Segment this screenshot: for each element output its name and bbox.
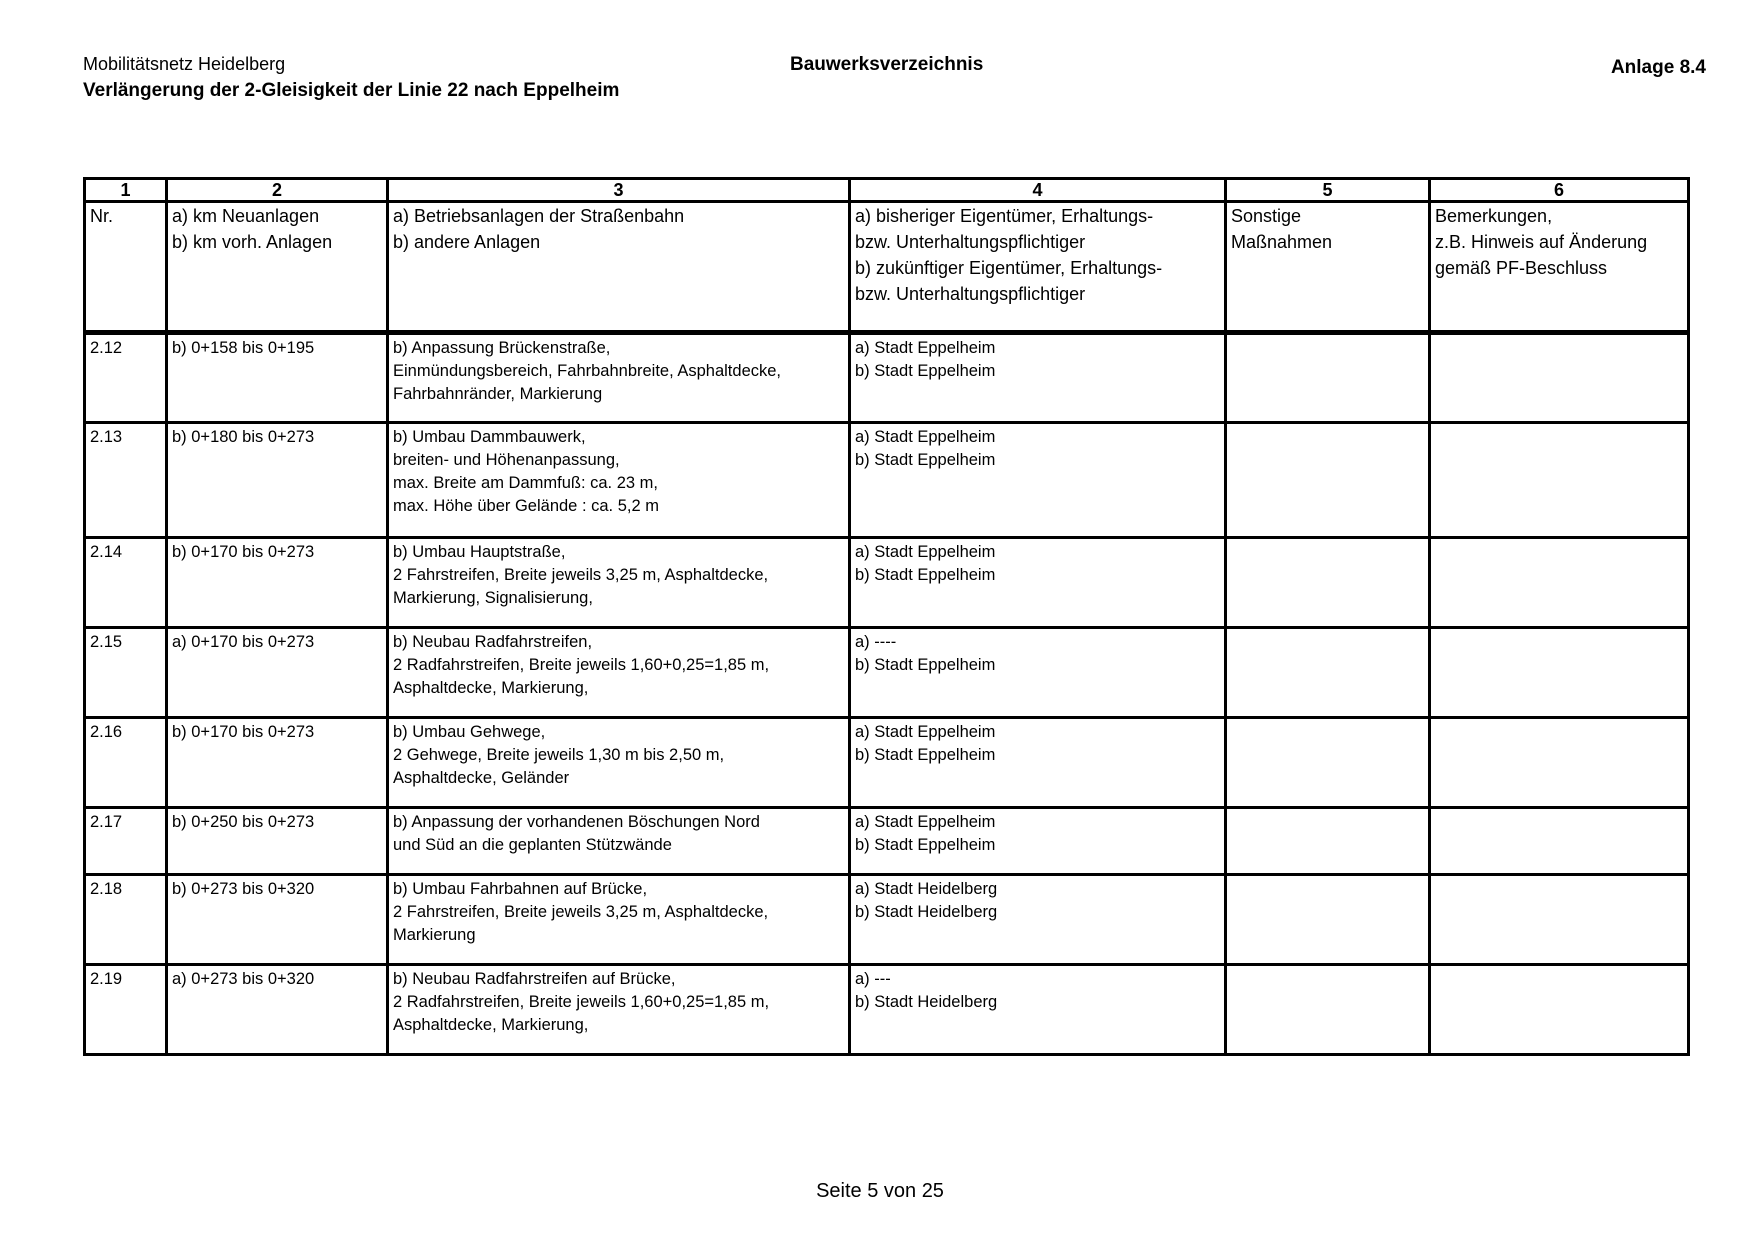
cell-anlagen-line: max. Breite am Dammfuß: ca. 23 m, (393, 474, 658, 492)
cell-eigentuemer-line: a) Stadt Eppelheim (855, 339, 996, 357)
project-title: Verlängerung der 2-Gleisigkeit der Linie 22 nach Eppelheim (83, 80, 620, 101)
cell-eigentuemer-line: a) ---- (855, 633, 897, 651)
cell-eigentuemer (850, 423, 1226, 538)
cell-nr (85, 538, 167, 628)
cell-anlagen-line: Asphaltdecke, Markierung, (393, 679, 589, 697)
column-number: 1 (85, 179, 167, 202)
column-number: 2 (167, 179, 388, 202)
table-row (85, 965, 1689, 1055)
cell-massnahmen (1226, 423, 1430, 538)
cell-anlagen (388, 718, 850, 808)
cell-anlagen-line: Asphaltdecke, Geländer (393, 769, 570, 787)
header-nr (85, 202, 167, 333)
cell-eigentuemer (850, 808, 1226, 875)
column-number-row (85, 179, 1689, 202)
cell-nr-text: 2.16 (90, 723, 123, 741)
document-title: Bauwerksverzeichnis (790, 54, 984, 75)
cell-anlagen-line: Fahrbahnränder, Markierung (393, 385, 603, 403)
column-number: 3 (388, 179, 850, 202)
cell-eigentuemer-line: b) Stadt Eppelheim (855, 836, 996, 854)
cell-nr (85, 718, 167, 808)
header-km (167, 202, 388, 333)
cell-km-text: b) 0+170 bis 0+273 (172, 543, 315, 561)
cell-km (167, 808, 388, 875)
header-line: Maßnahmen (1231, 232, 1333, 252)
cell-km (167, 718, 388, 808)
cell-eigentuemer-line: a) Stadt Eppelheim (855, 543, 996, 561)
cell-massnahmen (1226, 628, 1430, 718)
cell-anlagen (388, 808, 850, 875)
cell-bemerkungen (1430, 875, 1689, 965)
cell-anlagen-line: Markierung, Signalisierung, (393, 589, 593, 607)
cell-eigentuemer-line: a) Stadt Eppelheim (855, 723, 996, 741)
header-line: b) zukünftiger Eigentümer, Erhaltungs- (855, 258, 1163, 278)
cell-km (167, 965, 388, 1055)
cell-anlagen-line: b) Umbau Dammbauwerk, (393, 428, 586, 446)
header-line: z.B. Hinweis auf Änderung (1435, 232, 1648, 252)
cell-bemerkungen (1430, 718, 1689, 808)
cell-km-text: b) 0+170 bis 0+273 (172, 723, 315, 741)
cell-km-text: b) 0+180 bis 0+273 (172, 428, 315, 446)
cell-km (167, 423, 388, 538)
cell-anlagen-line: Markierung (393, 926, 476, 944)
header-line: a) bisheriger Eigentümer, Erhaltungs- (855, 206, 1154, 226)
cell-nr-text: 2.12 (90, 339, 123, 357)
attachment-label: Anlage 8.4 (1610, 57, 1706, 78)
cell-eigentuemer-line: b) Stadt Heidelberg (855, 993, 998, 1011)
cell-eigentuemer-line: b) Stadt Eppelheim (855, 566, 996, 584)
cell-km (167, 628, 388, 718)
cell-eigentuemer-line: b) Stadt Eppelheim (855, 656, 996, 674)
cell-anlagen-line: b) Umbau Hauptstraße, (393, 543, 566, 561)
cell-eigentuemer-line: a) --- (855, 970, 891, 988)
column-header-row (85, 202, 1689, 333)
cell-massnahmen (1226, 538, 1430, 628)
cell-eigentuemer-line: a) Stadt Eppelheim (855, 428, 996, 446)
header-line: Nr. (90, 206, 114, 226)
cell-anlagen (388, 538, 850, 628)
cell-massnahmen (1226, 718, 1430, 808)
cell-bemerkungen (1430, 628, 1689, 718)
cell-km-text: b) 0+250 bis 0+273 (172, 813, 315, 831)
table-row (85, 628, 1689, 718)
cell-anlagen-line: b) Anpassung Brückenstraße, (393, 339, 611, 357)
cell-eigentuemer (850, 628, 1226, 718)
cell-anlagen-line: breiten- und Höhenanpassung, (393, 451, 620, 469)
cell-eigentuemer-line: b) Stadt Eppelheim (855, 362, 996, 380)
cell-anlagen-line: b) Anpassung der vorhandenen Böschungen Nord (393, 813, 760, 831)
cell-eigentuemer-line: a) Stadt Eppelheim (855, 813, 996, 831)
cell-nr (85, 628, 167, 718)
header-bemerkungen (1430, 202, 1689, 333)
cell-eigentuemer (850, 965, 1226, 1055)
cell-anlagen-line: Asphaltdecke, Markierung, (393, 1016, 589, 1034)
cell-anlagen-line: 2 Radfahrstreifen, Breite jeweils 1,60+0,25=1,85 m, (393, 656, 770, 674)
cell-nr-text: 2.13 (90, 428, 123, 446)
cell-anlagen (388, 333, 850, 423)
cell-anlagen-line: b) Umbau Fahrbahnen auf Brücke, (393, 880, 648, 898)
header-eigentuemer (850, 202, 1226, 333)
cell-massnahmen (1226, 965, 1430, 1055)
cell-nr-text: 2.18 (90, 880, 123, 898)
header-line: a) Betriebsanlagen der Straßenbahn (393, 206, 685, 226)
cell-bemerkungen (1430, 333, 1689, 423)
organization-name: Mobilitätsnetz Heidelberg (83, 54, 286, 74)
header-line: bzw. Unterhaltungspflichtiger (855, 284, 1086, 304)
cell-eigentuemer-line: b) Stadt Heidelberg (855, 903, 998, 921)
page-number: Seite 5 von 25 (816, 1180, 944, 1202)
cell-nr (85, 875, 167, 965)
cell-bemerkungen (1430, 808, 1689, 875)
cell-nr-text: 2.17 (90, 813, 123, 831)
cell-nr-text: 2.14 (90, 543, 123, 561)
table-row (85, 423, 1689, 538)
cell-nr (85, 333, 167, 423)
cell-anlagen-line: und Süd an die geplanten Stützwände (393, 836, 672, 854)
cell-anlagen-line: 2 Radfahrstreifen, Breite jeweils 1,60+0,25=1,85 m, (393, 993, 770, 1011)
header-line: Bemerkungen, (1435, 206, 1553, 226)
table-body (85, 333, 1689, 1055)
cell-nr (85, 808, 167, 875)
cell-km-text: a) 0+273 bis 0+320 (172, 970, 315, 988)
cell-eigentuemer-line: a) Stadt Heidelberg (855, 880, 998, 898)
cell-eigentuemer (850, 538, 1226, 628)
column-number: 6 (1430, 179, 1689, 202)
cell-eigentuemer-line: b) Stadt Eppelheim (855, 451, 996, 469)
cell-anlagen-line: Einmündungsbereich, Fahrbahnbreite, Asphaltdecke, (393, 362, 781, 380)
cell-eigentuemer (850, 875, 1226, 965)
cell-anlagen-line: 2 Fahrstreifen, Breite jeweils 3,25 m, Asphaltdecke, (393, 903, 769, 921)
cell-anlagen-line: b) Neubau Radfahrstreifen auf Brücke, (393, 970, 676, 988)
header-line: bzw. Unterhaltungspflichtiger (855, 232, 1086, 252)
header-massnahmen (1226, 202, 1430, 333)
structure-register-table (83, 177, 1690, 1056)
cell-anlagen (388, 628, 850, 718)
cell-anlagen (388, 875, 850, 965)
cell-eigentuemer (850, 718, 1226, 808)
cell-massnahmen (1226, 808, 1430, 875)
header-line: gemäß PF-Beschluss (1435, 258, 1608, 278)
table-row (85, 718, 1689, 808)
header-anlagen (388, 202, 850, 333)
table-row (85, 538, 1689, 628)
cell-nr (85, 965, 167, 1055)
header-line: b) andere Anlagen (393, 232, 541, 252)
cell-km (167, 333, 388, 423)
table-row (85, 875, 1689, 965)
cell-km (167, 875, 388, 965)
header-line: b) km vorh. Anlagen (172, 232, 333, 252)
cell-km-text: b) 0+158 bis 0+195 (172, 339, 315, 357)
cell-massnahmen (1226, 875, 1430, 965)
cell-bemerkungen (1430, 965, 1689, 1055)
cell-massnahmen (1226, 333, 1430, 423)
cell-anlagen-line: 2 Fahrstreifen, Breite jeweils 3,25 m, Asphaltdecke, (393, 566, 769, 584)
cell-eigentuemer (850, 333, 1226, 423)
cell-km-text: a) 0+170 bis 0+273 (172, 633, 315, 651)
cell-bemerkungen (1430, 538, 1689, 628)
cell-anlagen (388, 423, 850, 538)
column-number: 5 (1226, 179, 1430, 202)
cell-anlagen-line: b) Umbau Gehwege, (393, 723, 546, 741)
table-row (85, 333, 1689, 423)
header-line: a) km Neuanlagen (172, 206, 320, 226)
cell-nr (85, 423, 167, 538)
cell-km-text: b) 0+273 bis 0+320 (172, 880, 315, 898)
cell-eigentuemer-line: b) Stadt Eppelheim (855, 746, 996, 764)
cell-anlagen (388, 965, 850, 1055)
cell-km (167, 538, 388, 628)
header-line: Sonstige (1231, 206, 1302, 226)
cell-anlagen-line: b) Neubau Radfahrstreifen, (393, 633, 593, 651)
cell-nr-text: 2.19 (90, 970, 123, 988)
cell-bemerkungen (1430, 423, 1689, 538)
cell-anlagen-line: max. Höhe über Gelände : ca. 5,2 m (393, 497, 659, 515)
cell-anlagen-line: 2 Gehwege, Breite jeweils 1,30 m bis 2,50 m, (393, 746, 725, 764)
column-number: 4 (850, 179, 1226, 202)
table-row (85, 808, 1689, 875)
cell-nr-text: 2.15 (90, 633, 123, 651)
